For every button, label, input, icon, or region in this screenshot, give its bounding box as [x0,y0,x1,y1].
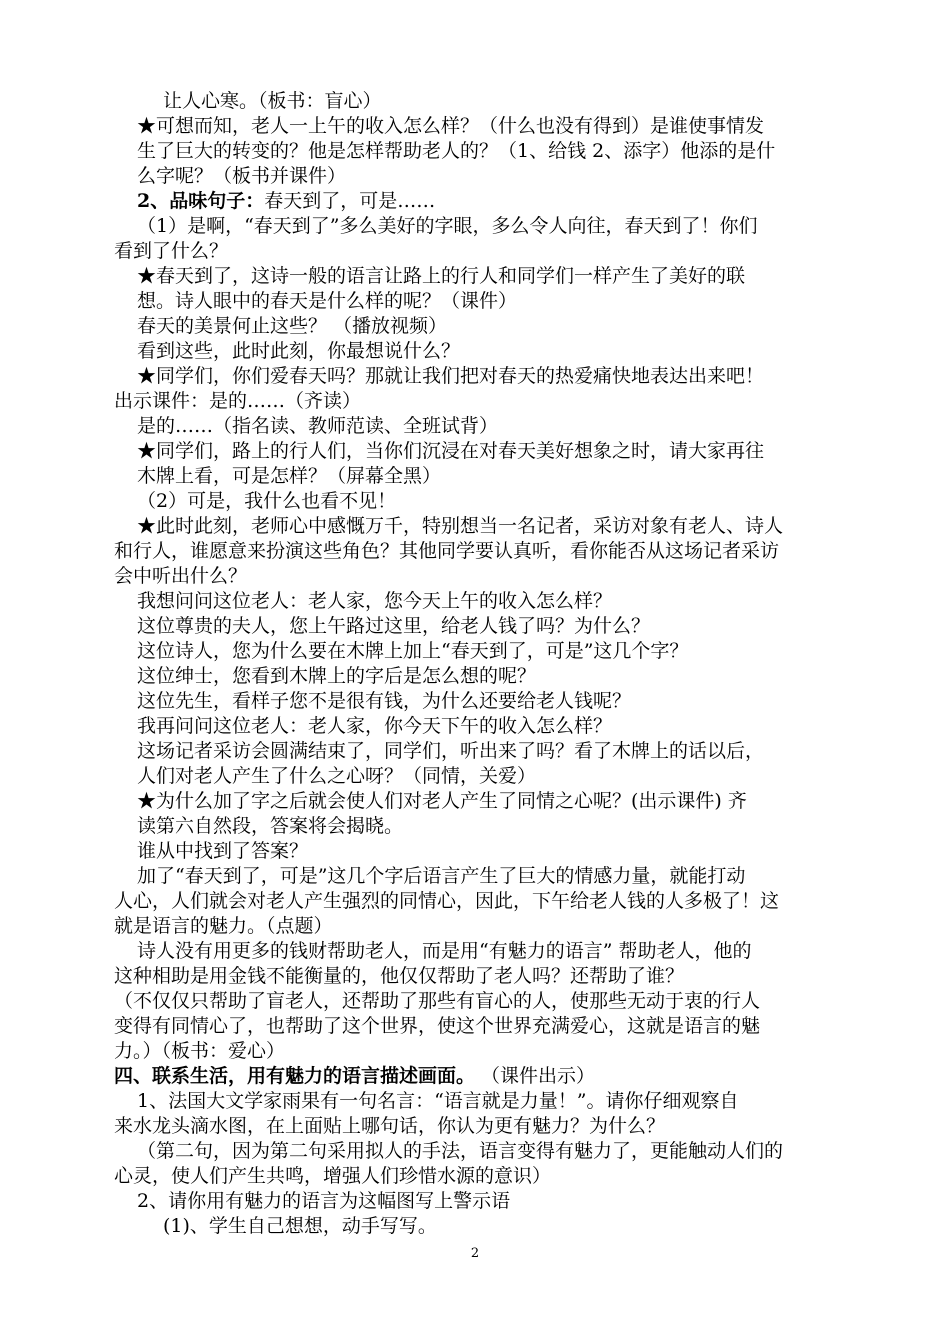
text-line [137,813,403,839]
text-span: （2）可是，我什么也看不见！ [137,490,397,512]
text-line [137,213,758,239]
text-span: 会中听出什么？ [114,565,248,587]
text-span: 变得有同情心了，也帮助了这个世界，使这个世界充满爱心，这就是语言的魅 [114,1015,761,1037]
text-line [137,138,775,164]
text-line [137,513,783,539]
text-span: 么字呢？（板书并课件） [137,165,347,187]
text-line [137,163,346,189]
text-span: 读第六自然段，答案将会揭晓。 [137,815,404,837]
text-span: 和行人，谁愿意来扮演这些角色？其他同学要认真听，看你能否从这场记者采访 [114,540,780,562]
text-line [137,863,745,889]
text-span: 加了“春天到了，可是”这几个字后语言产生了巨大的情感力量，就能打动 [137,865,746,887]
text-line [137,638,688,664]
text-span: 人们对老人产生了什么之心呀？（同情，关爱） [137,765,537,787]
text-line [137,688,631,714]
text-line [137,438,764,464]
text-line [114,1038,285,1064]
text-line [137,663,536,689]
text-span: 这位尊贵的夫人，您上午路过这里，给老人钱了吗？为什么？ [137,615,651,637]
text-span: 看到这些，此时此刻，你最想说什么？ [137,340,461,362]
text-line [114,1013,760,1039]
text-line [137,463,441,489]
text-line [137,488,396,514]
text-line [114,388,361,414]
text-span: 生了巨大的转变的？他是怎样帮助老人的？（1、给钱 2、添字）他添的是什 [137,140,776,162]
text-span: 就是语言的魅力。（点题） [114,915,333,937]
text-span: 2、请你用有魅力的语言为这幅图写上警示语 [137,1190,511,1212]
text-line [137,288,517,314]
text-line [114,963,684,989]
text-line [137,738,764,764]
text-span: 谁从中找到了答案？ [137,840,309,862]
text-span: 我再问问这位老人：老人家，你今天下午的收入怎么样？ [137,715,613,737]
text-line [137,788,747,814]
text-span: (1)、学生自己想想，动手写写。 [163,1215,437,1237]
text-span: 来水龙头滴水图，在上面贴上哪句话，你认为更有魅力？为什么？ [114,1115,666,1137]
text-span: 1、法国大文学家雨果有一句名言：“语言就是力量！”。请你仔细观察自 [137,1090,739,1112]
text-line [137,313,447,339]
text-line [137,713,612,739]
text-line [137,1138,783,1164]
text-line [137,763,536,789]
text-line [137,113,764,139]
text-line [137,1088,739,1114]
text-span: ★为什么加了字之后就会使人们对老人产生了同情之心呢？(出示课件) 齐 [137,790,747,812]
text-span: ★同学们，路上的行人们，当你们沉浸在对春天美好想象之时，请大家再往 [137,440,765,462]
text-span: （第二句，因为第二句采用拟人的手法，语言变得有魅力了，更能触动人们的 [137,1140,784,1162]
text-span: 木牌上看，可是怎样？（屏幕全黑） [137,465,442,487]
text-line [137,938,751,964]
text-line [114,238,228,264]
text-line [114,1113,665,1139]
text-span: （1）是啊，“春天到了”多么美好的字眼，多么令人向往，春天到了！你们 [137,215,758,237]
heading-text: 2、品味句子： [137,190,265,212]
text-line [137,363,764,389]
text-span: 心灵，使人们产生共鸣，增强人们珍惜水源的意识） [114,1165,552,1187]
text-line [114,988,760,1014]
text-span: 出示课件：是的……（齐读） [114,390,362,412]
text-line [114,913,333,939]
page-number: 2 [470,1246,480,1261]
text-span: 力。）（板书：爱心） [114,1040,286,1062]
text-line [137,588,612,614]
text-line [137,613,650,639]
text-line [137,838,308,864]
text-line [114,563,247,589]
text-span: 这种相助是用金钱不能衡量的，他仅仅帮助了老人吗？还帮助了谁？ [114,965,685,987]
text-line [114,1063,595,1089]
text-span: ★春天到了，这诗一般的语言让路上的行人和同学们一样产生了美好的联 [137,265,746,287]
text-span: 这场记者采访会圆满结束了，同学们，听出来了吗？看了木牌上的话以后， [137,740,765,762]
text-span: 看到了什么？ [114,240,229,262]
text-span: 让人心寒。（板书：盲心） [163,90,382,112]
text-line [163,1213,437,1239]
text-span: （课件出示） [475,1065,596,1087]
text-line [137,413,498,439]
text-span: ★此时此刻，老师心中感慨万千，特别想当一名记者，采访对象有老人、诗人 [137,515,784,537]
text-line [114,538,779,564]
text-span: 春天的美景何止这些？ （播放视频） [137,315,448,337]
text-span: 诗人没有用更多的钱财帮助老人，而是用“有魅力的语言” 帮助老人，他的 [137,940,752,962]
text-span: 是的……（指名读、教师范读、全班试背） [137,415,499,437]
text-line [137,338,460,364]
text-span: 我想问问这位老人：老人家，您今天上午的收入怎么样？ [137,590,613,612]
text-span: 春天到了，可是…… [264,190,436,212]
text-line [114,888,779,914]
text-span: 这位先生，看样子您不是很有钱，为什么还要给老人钱呢？ [137,690,632,712]
text-span: 人心，人们就会对老人产生强烈的同情心，因此，下午给老人钱的人多极了！这 [114,890,780,912]
text-line [163,88,382,114]
text-span: 想。诗人眼中的春天是什么样的呢？（课件） [137,290,518,312]
text-span: 这位诗人，您为什么要在木牌上加上“春天到了，可是”这几个字？ [137,640,689,662]
text-line [137,188,435,214]
heading-text: 四、联系生活，用有魅力的语言描述画面。 [114,1065,476,1087]
text-line [114,1163,551,1189]
text-span: ★同学们，你们爱春天吗？那就让我们把对春天的热爱痛快地表达出来吧！ [137,365,765,387]
text-span: 这位绅士，您看到木牌上的字后是怎么想的呢？ [137,665,537,687]
text-span: ★可想而知，老人一上午的收入怎么样？（什么也没有得到）是谁使事情发 [137,115,765,137]
text-span: （不仅仅只帮助了盲老人，还帮助了那些有盲心的人，使那些无动于衷的行人 [114,990,761,1012]
text-line [137,1188,510,1214]
text-line [137,263,745,289]
